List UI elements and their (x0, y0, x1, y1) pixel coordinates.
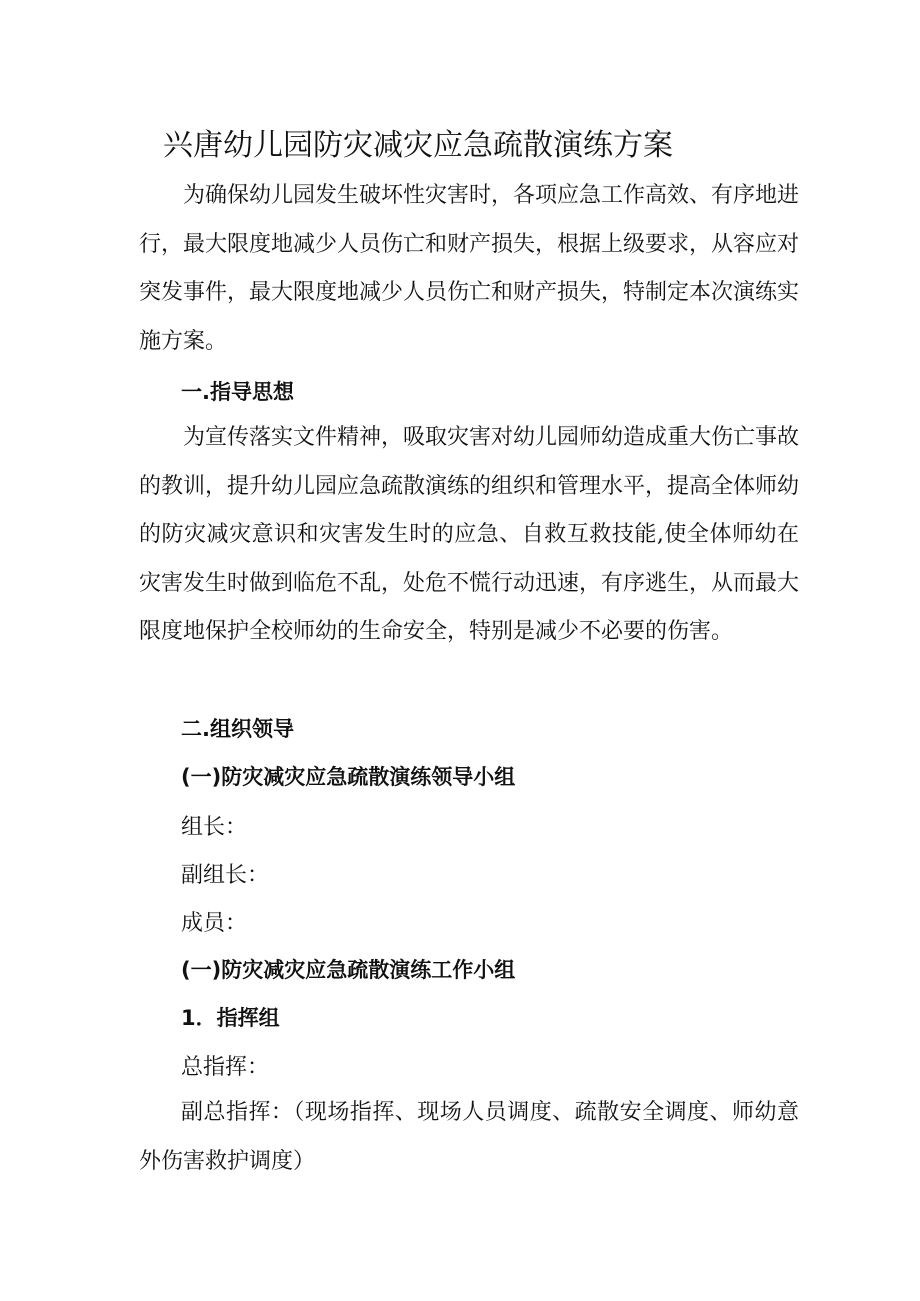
section-heading-guiding-ideology: 一.指导思想 (181, 380, 294, 404)
subheading-working-group: (一)防灾减灾应急疏散演练工作小组 (181, 958, 516, 982)
subheading-leadership-group: (一)防灾减灾应急疏散演练领导小组 (181, 765, 516, 789)
deputy-leader-field: 副组长： (181, 863, 270, 888)
subheading-command-group: 1．指挥组 (181, 1006, 280, 1030)
document-title: 兴唐幼儿园防灾减灾应急疏散演练方案 (163, 128, 673, 163)
guiding-ideology-paragraph: 为宣传落实文件精神，吸取灾害对幼儿园师幼造成重大伤亡事故的教训，提升幼儿园应急疏散演练的组织和管理水平，提高全体师幼的防灾减灾意识和灾害发生时的应急、自救互救技能,使全体师幼在灾害发生时做到临危不乱，处危不慌行动迅速，有序逃生，从而最大限度地保护全校师幼的生命安全，特别是减少不必要的伤害。 (139, 425, 800, 644)
intro-paragraph: 为确保幼儿园发生破坏性灾害时，各项应急工作高效、有序地进行，最大限度地减少人员伤亡和财产损失，根据上级要求，从容应对突发事件，最大限度地减少人员伤亡和财产损失，特制定本次演练实施方案。 (139, 183, 800, 354)
leader-field: 组长： (181, 815, 248, 840)
section-heading-organization: 二.组织领导 (181, 717, 294, 741)
commander-field: 总指挥： (181, 1055, 270, 1080)
members-field: 成员： (181, 911, 248, 936)
deputy-commander-field: 副总指挥：（现场指挥、现场人员调度、疏散安全调度、师幼意外伤害救护调度） (139, 1100, 799, 1174)
